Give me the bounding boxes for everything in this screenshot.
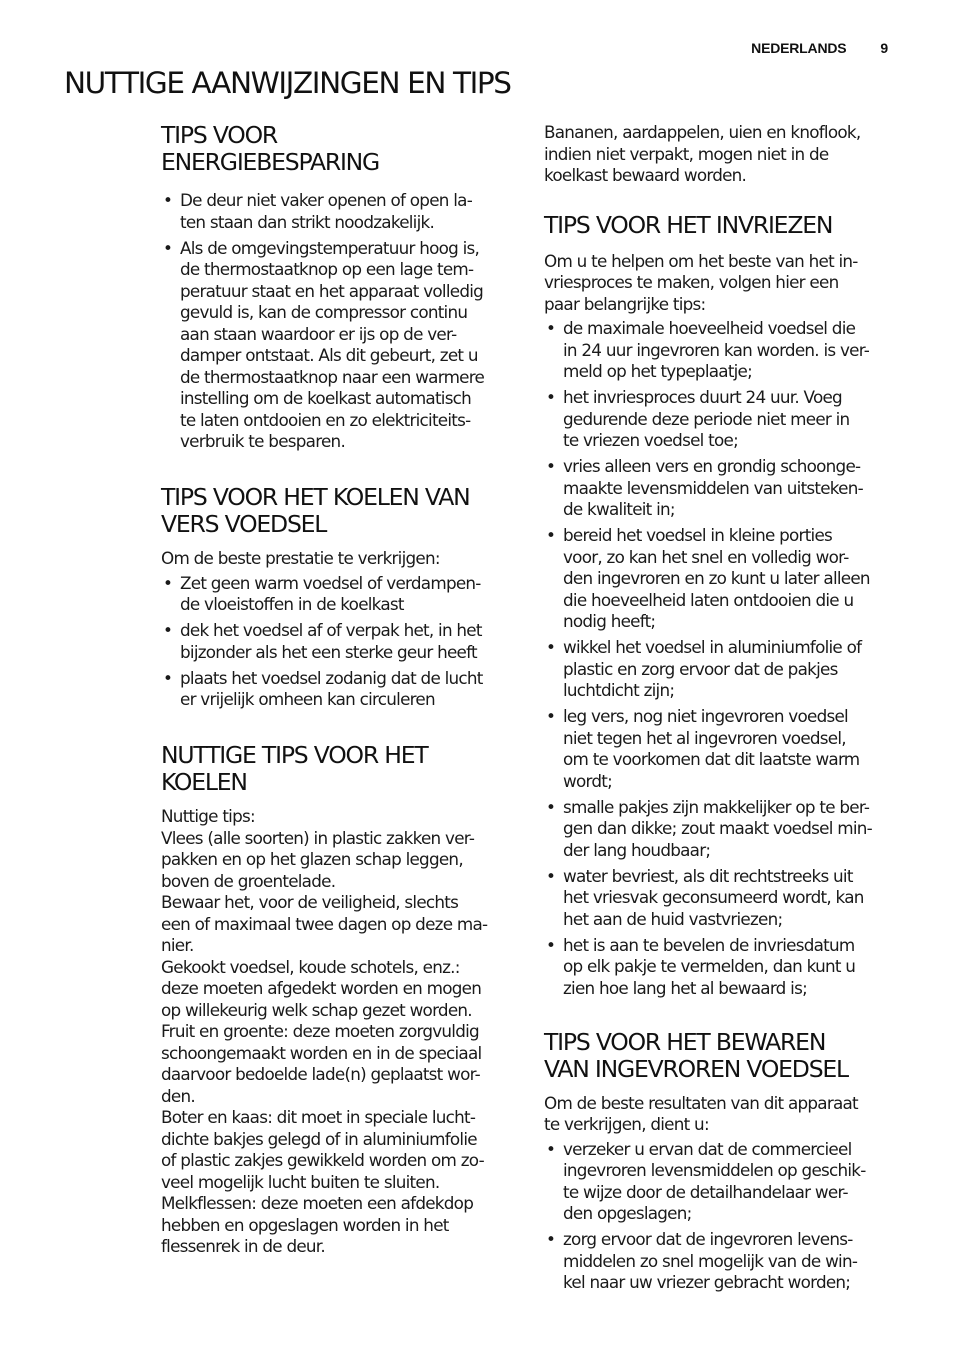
running-header: [751, 40, 888, 56]
heading-useful-cooling: NUTTIGE TIPS VOOR HET KOELEN: [161, 741, 428, 796]
list-item: • Zet geen warm voedsel of verdampen- de vloeistoffen in de koelkast: [163, 572, 481, 614]
language-label: NEDERLANDS: [751, 40, 847, 56]
continued-text: Bananen, aardappelen, uien en knoflook, indien niet verpakt, mogen niet in de koelkast bewaard worden.: [544, 122, 861, 185]
list-item: • het invriesproces duurt 24 uur. Voeg gedurende deze periode niet meer in te vriezen voedsel toe;: [546, 387, 850, 450]
section-freezing: [544, 212, 896, 1000]
section-fresh-food: [161, 484, 513, 711]
list-item: • verzeker u ervan dat de commercieel ingevroren levensmiddelen op geschik- te wijze door de detailhandelaar wer- den opgeslagen;: [546, 1138, 866, 1223]
list-item: • dek het voedsel af of verpak het, in het bijzonder als het een sterke geur heeft: [163, 620, 482, 662]
frozen-storage-intro: Om de beste resultaten van dit apparaat te verkrijgen, dient u:: [544, 1092, 858, 1134]
fresh-food-list: [161, 573, 513, 711]
heading-freezing: TIPS VOOR HET INVRIEZEN: [544, 210, 833, 239]
heading-frozen-storage: TIPS VOOR HET BEWAREN VAN INGEVROREN VOEDSEL: [544, 1027, 848, 1083]
useful-cooling-text: Nuttige tips: Vlees (alle soorten) in plastic zakken ver- pakken en op het glazen schap leggen, boven de groentelade. Bewaar het, voor de veiligheid, slechts een of maximaal twee dagen op deze ma- nier. Gekookt voedsel, koude schotels, enz.: deze moeten afgedekt worden en mogen op willekeurig welk schap gezet worden. Fruit en groente: deze moeten zorgvuldig schoongemaakt worden en in de speciaal daarvoor bedoelde lade(n) geplaatst wor- den. Boter en kaas: dit moet in speciale lucht- dichte bakjes gelegd of in aluminiumfolie of plastic zakjes gewikkeld worden om zo- veel mogelijk lucht buiten te sluiten. Melkflessen: deze moeten een afdekdop hebben en opgeslagen worden in het flessenrek in de deur.: [161, 806, 488, 1256]
list-item: • smalle pakjes zijn makkelijker op te ber- gen dan dikke; zout maakt voedsel min- der lang houdbaar;: [546, 796, 872, 860]
list-item: • de maximale hoeveelheid voedsel die in 24 uur ingevroren kan worden. is ver- meld op het typeplaatje;: [546, 318, 870, 381]
list-item: • zorg ervoor dat de ingevroren levens- middelen zo snel mogelijk van de win- kel naar uw vriezer gebracht worden;: [546, 1229, 858, 1292]
heading-energy-saving: TIPS VOOR ENERGIEBESPARING: [161, 121, 380, 176]
list-item: • plaats het voedsel zodanig dat de lucht er vrijelijk omheen kan circuleren: [163, 667, 483, 709]
page-title: NUTTIGE AANWIJZINGEN EN TIPS: [64, 66, 511, 100]
freezing-tips-list: [544, 318, 896, 999]
list-item: • Als de omgevingstemperatuur hoog is, de thermostaatknop op een lage tem- peratuur staat en het apparaat volledig gevuld is, kan de compressor continu aan staan waardoor er ijs op de ver- damper ontstaat. Als dit gebeurt, zet u de thermostaatknop naar een warmere instelling om de koelkast automatisch te laten ontdooien en zo elektriciteits- verbruik te besparen.: [163, 237, 485, 451]
section-frozen-storage: [544, 1029, 896, 1294]
fresh-food-intro: Om de beste prestatie te verkrijgen:: [161, 548, 440, 568]
list-item: • wikkel het voedsel in aluminiumfolie of plastic en zorg ervoor dat de pakjes luchtdicht zijn;: [546, 637, 862, 700]
list-item: • water bevriest, als dit rechtstreeks uit het vriesvak geconsumeerd wordt, kan het aan de huid vastvriezen;: [546, 865, 864, 929]
section-useful-cooling: [161, 742, 513, 1258]
list-item: • leg vers, nog niet ingevroren voedsel niet tegen het al ingevroren voedsel, om te voorkomen dat dit laatste warm wordt;: [546, 706, 860, 791]
page-number: 9: [880, 40, 888, 56]
list-item: • bereid het voedsel in kleine porties voor, zo kan het snel en volledig wor- den ingevroren en zo kunt u later alleen die hoeveelheid laten ontdooien die u nodig heeft;: [546, 525, 870, 631]
list-item: • het is aan te bevelen de invriesdatum op elk pakje te vermelden, dan kunt u zien hoe lang het al bewaard is;: [546, 934, 856, 998]
freezing-intro: Om u te helpen om het beste van het in- vriesproces te maken, volgen hier een paar belangrijke tips:: [544, 250, 858, 314]
list-item: • vries alleen vers en grondig schoonge- maakte levensmiddelen van uitsteken- de kwaliteit in;: [546, 456, 863, 519]
energy-tips-list: [161, 190, 513, 453]
left-column: [161, 122, 513, 1258]
frozen-storage-list: [544, 1139, 896, 1294]
list-item: • De deur niet vaker openen of open la- ten staan dan strikt noodzakelijk.: [163, 190, 473, 232]
heading-fresh-food: TIPS VOOR HET KOELEN VAN VERS VOEDSEL: [161, 483, 470, 538]
right-column: [544, 122, 896, 1298]
section-energy-saving: [161, 122, 513, 453]
